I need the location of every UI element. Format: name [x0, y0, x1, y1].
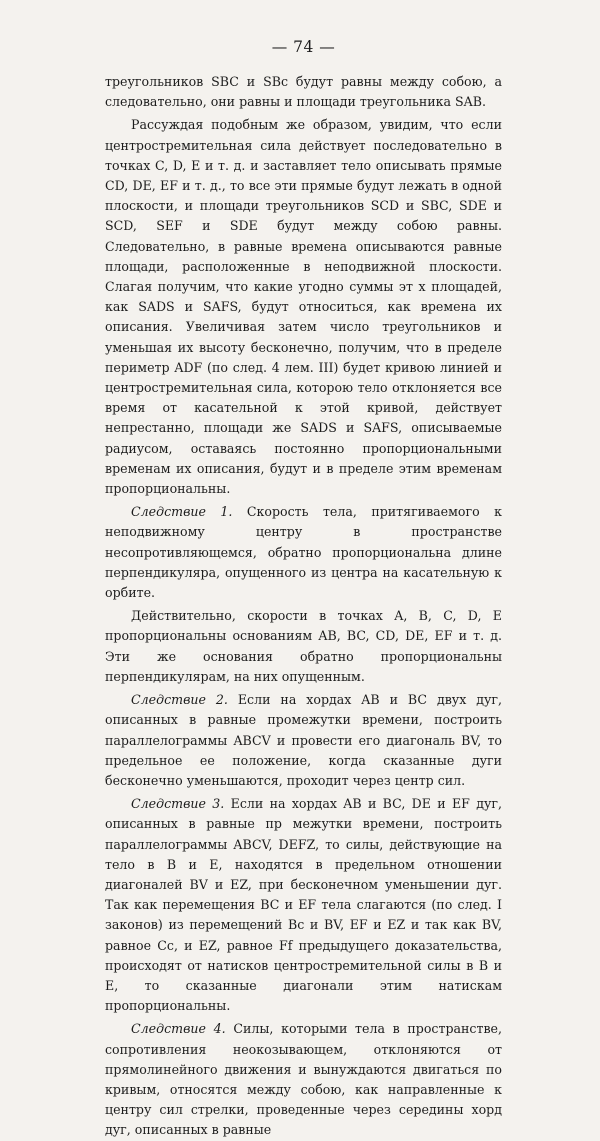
corollary-label: Следствие 3.: [131, 796, 225, 812]
corollary-1: Следствие 1. Скорость тела, притягиваемого к неподвижному центру в пространстве несопротивляющемся, обратно пропорциональна длине перпендикуляра, опущенного из центра на касательную к орбите.: [105, 504, 503, 601]
corollary-label: Следствие 1.: [131, 504, 233, 520]
paragraph-2: Рассуждая подобным же образом, увидим, что если центростремительная сила действует последовательно в точках C, D, E и т. д. и заставляет тело описывать прямые CD, DE, EF и т. д., то все эти прямые будут лежать в одной плоскости, и площади треугольников SCD и SBC, SDE и SCD, SEF и SDE будут между собою равны. Следовательно, в равные времена описываются равные площади, расположенные в неподвижной плоскости. Слагая получим, что какие угодно суммы эт х площадей, как SADS и SAFS, будут относиться, как времена их описания. Увеличивая затем число треугольников и уменьшая их высоту бесконечно, получим, что в пределе периметр ADF (по след. 4 лем. III) будет кривою линией и центростремительная сила, которою тело отклоняется все время от касательной к этой кривой, действует непрестанно, площади же SADS и SAFS, описываемые радиусом, оставаясь постоянно пропорциональными временам их описания, будут и в пределе этим временам пропорциональны.: [105, 117, 502, 497]
corollary-4: Следствие 4. Силы, которыми тела в пространстве, сопротивления неокозывающем, отклоняются от прямолинейного движения и вынуждаются двигаться по кривым, относятся между собою, как направленные к центру сил стрелки, проведенные через середины хорд дуг, описанных в равные: [105, 1021, 502, 1138]
paragraph-1: треугольников SBC и SBc будут равны между собою, а следовательно, они равны и площади треугольника SAB.: [105, 74, 502, 110]
paragraph-proof-1: Действительно, скорости в точках A, B, C, D, E пропорциональны основаниям AB, BC, CD, DE, EF и т. д. Эти же основания обратно пропорциональны перпендикулярам, на них опущенным.: [105, 608, 502, 684]
corollary-label: Следствие 4.: [131, 1021, 226, 1037]
corollary-3: Следствие 3. Если на хордах AB и BC, DE и EF дуг, описанных в равные пр межутки времени, построить параллелограммы ABCV, DEFZ, то силы, действующие на тело в B и E, находятся в предельном отношении диагоналей BV и EZ, при бесконечном уменьшении дуг. Так как перемещения BC и EF тела слагаются (по след. I законов) из перемещений Bc и BV, EF и EZ и так как BV, равное Cc, и EZ, равное Ff предыдущего доказательства, происходят от натисков центростремительной силы в B и E, то сказанные диагонали этим натискам пропорциональны.: [105, 796, 502, 1014]
corollary-label: Следствие 2.: [131, 692, 228, 708]
page-number: — 74 —: [271, 38, 336, 56]
corollary-2: Следствие 2. Если на хордах AB и BC двух дуг, описанных в равные промежутки времени, построить параллелограммы ABCV и провести его диагональ BV, то предельное ее положение, когда сказанные дуги бесконечно уменьшаются, проходит через центр сил.: [105, 692, 503, 788]
